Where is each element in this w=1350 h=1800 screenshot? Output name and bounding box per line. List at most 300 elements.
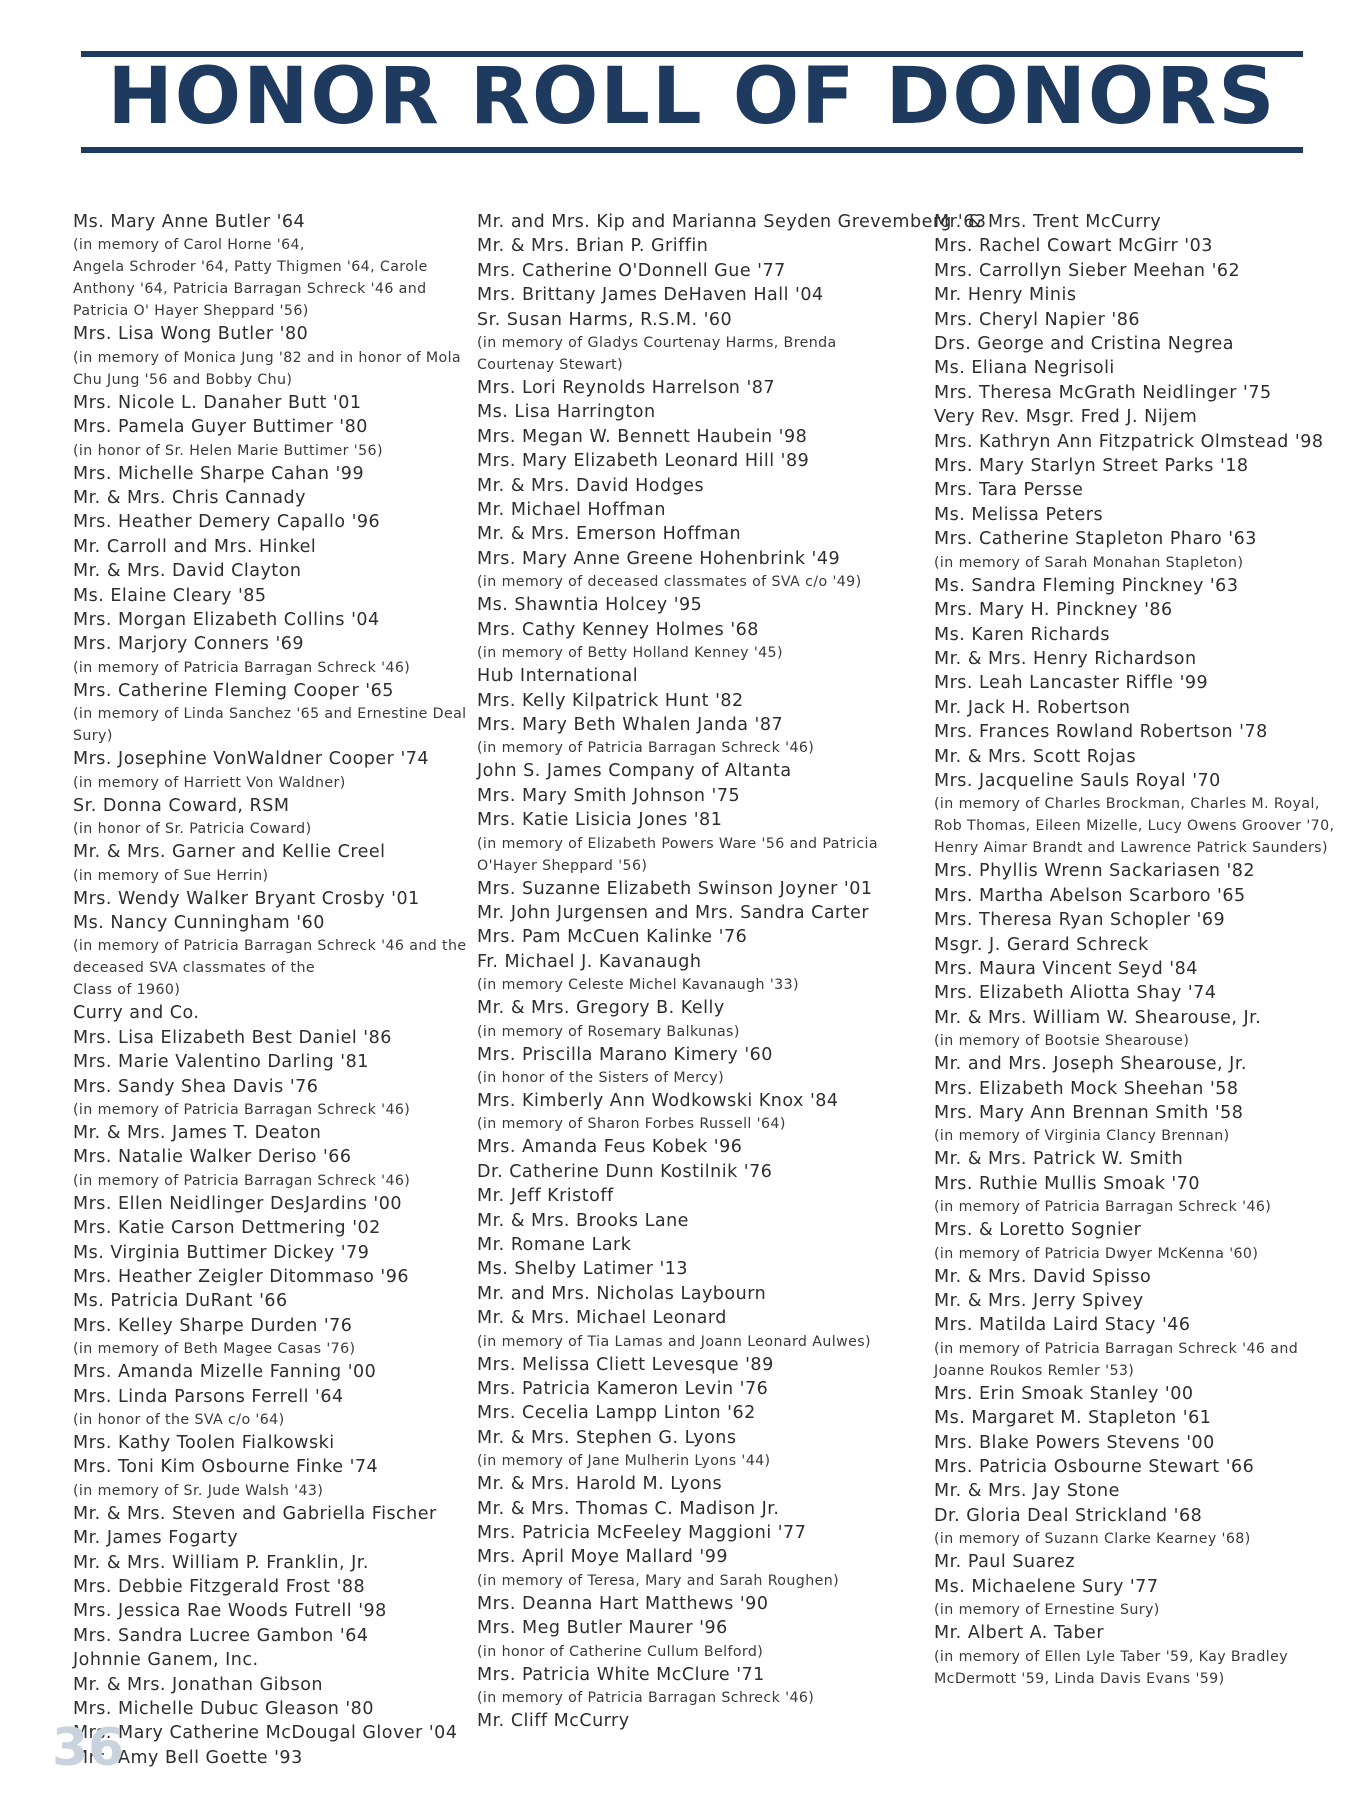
donor-name: Mrs. Mary Ann Brennan Smith '58 (934, 1103, 1244, 1123)
donor-name: Mrs. Amanda Mizelle Fanning '00 (73, 1362, 377, 1383)
donor-name: Mr. & Mrs. Emerson Hoffman (477, 524, 742, 545)
donor-entry (73, 747, 473, 793)
donor-name: Mrs. Theresa McGrath Neidlinger '75 (934, 382, 1272, 403)
donor-entry (934, 933, 1350, 957)
donor-entry (934, 1431, 1350, 1455)
donor-entry (477, 1377, 917, 1401)
donor-column-3 (934, 210, 1350, 1690)
donor-entry (477, 1160, 917, 1184)
donor-name: Ms. Shelby Latimer '13 (477, 1259, 689, 1280)
donor-name: Mrs. Kelley Sharpe Durden '76 (73, 1315, 353, 1336)
donor-name: Mr. & Mrs. Michael Leonard (477, 1308, 727, 1329)
donor-entry (73, 1575, 473, 1599)
donor-name: Mrs. Cecelia Lampp Linton '62 (477, 1403, 756, 1424)
donor-name: Msgr. J. Gerard Schreck (934, 934, 1149, 955)
donor-entry (477, 498, 917, 522)
donor-name: Mr. & Mrs. David Clayton (73, 561, 302, 582)
donor-name: Mr. & Mrs. Jerry Spivey (934, 1291, 1144, 1312)
donor-name: Mrs. Patricia Kameron Levin '76 (477, 1379, 769, 1400)
donor-name: Mr. Michael Hoffman (477, 500, 666, 521)
donor-name: Mr. & Mrs. Trent McCurry (934, 212, 1162, 232)
donor-tribute-note: (in memory of Sr. Jude Walsh '43) (73, 1482, 324, 1499)
donor-entry (934, 308, 1350, 332)
donor-entry (934, 527, 1350, 573)
donor-entry (934, 598, 1350, 622)
donor-name: Mr. Romane Lark (477, 1235, 632, 1255)
donor-name: Mr. Carroll and Mrs. Hinkel (73, 536, 317, 557)
donor-entry (934, 1265, 1350, 1289)
donor-name: Mrs. Josephine VonWaldner Cooper '74 (73, 749, 430, 770)
donor-entry (477, 1545, 917, 1591)
donor-name: Mr. Henry Minis (934, 285, 1077, 306)
donor-entry (73, 911, 473, 1001)
donor-name: Mr. & Mrs. Jonathan Gibson (73, 1674, 324, 1695)
donor-entry (477, 1233, 917, 1257)
donor-name: Mrs. Jessica Rae Woods Futrell '98 (73, 1601, 387, 1622)
donor-entry (477, 950, 917, 996)
donor-name: Mrs. Sandy Shea Davis '76 (73, 1076, 319, 1097)
donor-entry (934, 574, 1350, 598)
donor-name: Mr. & Mrs. James T. Deaton (73, 1122, 322, 1143)
donor-name: Mrs. Jacqueline Sauls Royal '70 (934, 770, 1221, 791)
donor-entry (73, 322, 473, 390)
donor-tribute-note: (in memory of Patricia Barragan Schreck '46) (934, 1199, 1272, 1216)
donor-entry (73, 1121, 473, 1145)
donor-name: Mrs. Frances Rowland Robertson '78 (934, 722, 1268, 743)
donor-name: Mr. & Mrs. Scott Rojas (934, 746, 1137, 767)
donor-name: Mr. & Mrs. Stephen G. Lyons (477, 1427, 737, 1448)
donor-name: Mrs. Suzanne Elizabeth Swinson Joyner '01 (477, 878, 873, 899)
donor-entry (477, 1497, 917, 1521)
donor-name: Mrs. Natalie Walker Deriso '66 (73, 1147, 352, 1168)
donor-name: Mr. & Mrs. Harold M. Lyons (477, 1474, 723, 1495)
donor-entry (477, 1282, 917, 1306)
donor-name: Mrs. Pam McCuen Kalinke '76 (477, 927, 748, 948)
donor-name: Mrs. Katie Lisicia Jones '81 (477, 810, 723, 831)
donor-entry (73, 486, 473, 510)
donor-entry (934, 1382, 1350, 1406)
donor-entry (934, 1052, 1350, 1076)
donor-entry (477, 547, 917, 593)
donor-name: Mrs. Lisa Wong Butler '80 (73, 324, 309, 345)
donor-name: Mrs. Elizabeth Aliotta Shay '74 (934, 983, 1217, 1004)
donor-name: Mrs. Michelle Sharpe Cahan '99 (73, 463, 365, 484)
donor-name: Mrs. Carrollyn Sieber Meehan '62 (934, 260, 1241, 281)
donor-entry (73, 1673, 473, 1697)
donor-tribute-note: (in memory of Bootsie Shearouse) (934, 1033, 1190, 1050)
donor-name: Mrs. Patricia McFeeley Maggioni '77 (477, 1523, 807, 1544)
donor-name: Mrs. Katie Carson Dettmering '02 (73, 1218, 381, 1239)
donor-entry (73, 462, 473, 486)
donor-name: Mrs. Erin Smoak Stanley '00 (934, 1383, 1194, 1404)
donor-entry (934, 1006, 1350, 1052)
donor-tribute-note: (in memory of Rosemary Balkunas) (477, 1023, 740, 1040)
donor-name: Mr. & Mrs. David Hodges (477, 475, 705, 496)
donor-name: Mrs. Amy Bell Goette '93 (73, 1747, 303, 1768)
donor-entry (477, 901, 917, 925)
donor-entry (477, 449, 917, 473)
donor-name: Mr. Paul Suarez (934, 1552, 1076, 1573)
donor-name: Mr. & Mrs. Garner and Kellie Creel (73, 842, 386, 863)
donor-name: Mrs. Lori Reynolds Harrelson '87 (477, 378, 776, 399)
donor-tribute-note: (in memory of Gladys Courtenay Harms, Brenda Courtenay Stewart) (477, 335, 837, 374)
donor-entry (477, 1401, 917, 1425)
donor-entry (73, 1746, 473, 1770)
donor-name: Ms. Margaret M. Stapleton '61 (934, 1408, 1212, 1429)
donor-entry (934, 356, 1350, 380)
donor-entry (73, 1216, 473, 1240)
donor-name: Mrs. Catherine Fleming Cooper '65 (73, 680, 394, 701)
donor-entry (477, 522, 917, 546)
donor-entry (73, 1360, 473, 1384)
donor-entry (934, 405, 1350, 429)
donor-tribute-note: (in memory of Betty Holland Kenney '45) (477, 645, 783, 662)
donor-entry (73, 1026, 473, 1050)
donor-name: Johnnie Ganem, Inc. (73, 1650, 259, 1671)
donor-entry (934, 859, 1350, 883)
donor-entry (477, 925, 917, 949)
donor-name: Mrs. Catherine Stapleton Pharo '63 (934, 529, 1257, 550)
donor-name: Mrs. Heather Zeigler Ditommaso '96 (73, 1266, 409, 1287)
donor-entry (477, 713, 917, 759)
donor-entry (934, 234, 1350, 258)
donor-name: Mr. & Mrs. Steven and Gabriella Fischer (73, 1503, 437, 1524)
donor-tribute-note: (in memory of Ernestine Sury) (934, 1602, 1160, 1619)
donor-name: Mrs. Cathy Kenney Holmes '68 (477, 619, 759, 640)
donor-name: Mrs. Mary H. Pinckney '86 (934, 600, 1173, 621)
donor-entry (934, 981, 1350, 1005)
donor-entry (73, 535, 473, 559)
donor-entry (934, 1101, 1350, 1147)
donor-name: Mrs. Phyllis Wrenn Sackariasen '82 (934, 861, 1256, 882)
donor-entry (934, 1218, 1350, 1264)
donor-entry (934, 769, 1350, 859)
donor-name: Dr. Catherine Dunn Kostilnik '76 (477, 1161, 773, 1182)
donor-name: Mr. & Mrs. Henry Richardson (934, 648, 1197, 669)
donor-name: Mrs. Debbie Fitzgerald Frost '88 (73, 1577, 366, 1598)
donor-name: Mrs. Deanna Hart Matthews '90 (477, 1593, 769, 1614)
donor-entry (934, 430, 1350, 454)
donor-entry (477, 376, 917, 400)
donor-name: Mrs. Mary Elizabeth Leonard Hill '89 (477, 451, 810, 472)
donor-entry (477, 689, 917, 713)
donor-entry (73, 510, 473, 534)
donor-entry (73, 1721, 473, 1745)
donor-entry (477, 593, 917, 617)
donor-entry (477, 283, 917, 307)
donor-name: Hub International (477, 666, 639, 687)
donor-entry (934, 957, 1350, 981)
donor-name: Mrs. Megan W. Bennett Haubein '98 (477, 426, 808, 447)
donor-name: Mrs. Tara Persse (934, 480, 1084, 501)
donor-entry (73, 1265, 473, 1289)
donor-entry (73, 1431, 473, 1455)
donor-column-1 (73, 210, 473, 1770)
page-title: HONOR ROLL OF DONORS (107, 52, 1277, 142)
donor-entry (934, 908, 1350, 932)
donor-tribute-note: (in memory of Patricia Barragan Schreck '46 and Joanne Roukos Remler '53) (934, 1340, 1299, 1379)
donor-entry (73, 608, 473, 632)
donor-name: Ms. Shawntia Holcey '95 (477, 595, 703, 616)
donor-name: Mrs. Mary Catherine McDougal Glover '04 (73, 1723, 458, 1744)
donor-entry (477, 425, 917, 449)
donor-entry (73, 1289, 473, 1313)
title-rule-bottom (81, 147, 1303, 153)
donor-entry (477, 259, 917, 283)
donor-entry (477, 1209, 917, 1233)
donor-entry (477, 618, 917, 664)
donor-entry (477, 996, 917, 1042)
donor-entry (934, 1575, 1350, 1621)
donor-entry (477, 1663, 917, 1709)
donor-entry (477, 877, 917, 901)
donor-entry (934, 623, 1350, 647)
donor-name: Mrs. Pamela Guyer Buttimer '80 (73, 417, 368, 438)
donor-entry (477, 1306, 917, 1352)
donor-name: Mrs. Meg Butler Maurer '96 (477, 1618, 728, 1639)
donor-entry (73, 1551, 473, 1575)
donor-entry (477, 759, 917, 783)
donor-entry (934, 647, 1350, 671)
donor-name: Mr. & Mrs. Brian P. Griffin (477, 236, 709, 257)
donor-entry (934, 1172, 1350, 1218)
donor-entry (73, 584, 473, 608)
donor-name: Mr. and Mrs. Nicholas Laybourn (477, 1283, 767, 1304)
donor-name: Mrs. & Loretto Sognier (934, 1220, 1142, 1241)
donor-entry (73, 1502, 473, 1526)
donor-name: Mr. & Mrs. William W. Shearouse, Jr. (934, 1007, 1262, 1028)
donor-name: Ms. Virginia Buttimer Dickey '79 (73, 1242, 370, 1263)
donor-name: Mrs. Marie Valentino Darling '81 (73, 1052, 369, 1073)
donor-name: Mr. Albert A. Taber (934, 1623, 1105, 1644)
donor-tribute-note: (in memory of Patricia Barragan Schreck '46 and the deceased SVA classmates of the Class of 1960) (73, 938, 467, 999)
donor-name: Mrs. Matilda Laird Stacy '46 (934, 1315, 1191, 1336)
donor-name: Mrs. Kelly Kilpatrick Hunt '82 (477, 690, 744, 711)
donor-name: Mrs. Blake Powers Stevens '00 (934, 1432, 1215, 1453)
donor-name: Mr. and Mrs. Kip and Marianna Seyden Grevemberg '63 (477, 212, 987, 232)
donor-entry (73, 632, 473, 678)
donor-name: Mrs. Catherine O'Donnell Gue '77 (477, 260, 786, 281)
donor-entry (477, 400, 917, 424)
donor-entry (73, 1599, 473, 1623)
donor-tribute-note: (in memory of Elizabeth Powers Ware '56 and Patricia O'Hayer Sheppard '56) (477, 835, 878, 874)
donor-tribute-note: (in memory of Carol Horne '64, Angela Schroder '64, Patty Thigmen '64, Carole Anthony '64, Patricia Barragan Schreck '46 and Patricia O' Hayer Sheppard '56) (73, 237, 428, 320)
donor-entry (477, 210, 987, 234)
donor-tribute-note: (in memory of Linda Sanchez '65 and Ernestine Deal Sury) (73, 706, 467, 745)
donor-entry (73, 840, 473, 886)
donor-entry (934, 1289, 1350, 1313)
donor-entry (73, 1526, 473, 1550)
donor-tribute-note: (in memory of deceased classmates of SVA c/o '49) (477, 574, 862, 591)
donor-entry (73, 1001, 473, 1025)
donor-name: Mrs. Michelle Dubuc Gleason '80 (73, 1699, 374, 1720)
donor-entry (73, 794, 473, 840)
donor-entry (477, 1426, 917, 1472)
donor-name: Mrs. Heather Demery Capallo '96 (73, 512, 381, 533)
donor-tribute-note: (in memory of Suzann Clarke Kearney '68) (934, 1531, 1251, 1548)
donor-name: Mrs. Martha Abelson Scarboro '65 (934, 885, 1246, 906)
donor-name: Drs. George and Cristina Negrea (934, 334, 1235, 355)
donor-name: Mr. John Jurgensen and Mrs. Sandra Carter (477, 902, 870, 923)
donor-entry (934, 332, 1350, 356)
donor-entry (934, 283, 1350, 307)
donor-entry (73, 1624, 473, 1648)
donor-name: Mrs. Sandra Lucree Gambon '64 (73, 1625, 369, 1646)
donor-tribute-note: (in memory of Patricia Dwyer McKenna '60) (934, 1245, 1259, 1262)
donor-entry (934, 745, 1350, 769)
donor-entry (934, 1313, 1350, 1381)
donor-name: Mrs. Leah Lancaster Riffle '99 (934, 673, 1209, 694)
donor-name: Curry and Co. (73, 1003, 200, 1024)
donor-name: Fr. Michael J. Kavanaugh (477, 951, 702, 972)
donor-name: Mrs. Lisa Elizabeth Best Daniel '86 (73, 1027, 392, 1048)
donor-entry (477, 1472, 917, 1496)
donor-name: Mrs. Mary Beth Whalen Janda '87 (477, 714, 784, 735)
donor-tribute-note: (in memory of Ellen Lyle Taber '59, Kay Bradley McDermott '59, Linda Davis Evans '59) (934, 1648, 1289, 1687)
donor-name: Mrs. Brittany James DeHaven Hall '04 (477, 285, 824, 306)
donor-name: Sr. Susan Harms, R.S.M. '60 (477, 309, 733, 330)
donor-name: Mrs. Wendy Walker Bryant Crosby '01 (73, 888, 420, 909)
donor-name: Ms. Sandra Fleming Pinckney '63 (934, 575, 1239, 596)
donor-name: Mrs. Kathy Toolen Fialkowski (73, 1433, 335, 1453)
donor-entry (934, 1077, 1350, 1101)
donor-tribute-note: (in memory of Sarah Monahan Stapleton) (934, 554, 1244, 571)
donor-entry (477, 1521, 917, 1545)
donor-name: Mrs. Patricia White McClure '71 (477, 1664, 765, 1685)
donor-name: Dr. Gloria Deal Strickland '68 (934, 1505, 1203, 1526)
donor-tribute-note: (in memory of Patricia Barragan Schreck '46) (477, 1690, 815, 1707)
donor-name: Mrs. Mary Starlyn Street Parks '18 (934, 456, 1249, 477)
donor-name: Mrs. Linda Parsons Ferrell '64 (73, 1386, 344, 1407)
donor-name: Mr. & Mrs. Gregory B. Kelly (477, 998, 725, 1019)
donor-entry (477, 234, 917, 258)
donor-tribute-note: (in memory Celeste Michel Kavanaugh '33) (477, 977, 799, 994)
donor-name: Ms. Elaine Cleary '85 (73, 585, 267, 606)
donor-name: Ms. Nancy Cunningham '60 (73, 912, 325, 933)
donor-name: Mr. & Mrs. David Spisso (934, 1266, 1152, 1287)
donor-name: Mrs. Marjory Conners '69 (73, 634, 305, 655)
donor-tribute-note: (in honor of Catherine Cullum Belford) (477, 1643, 764, 1660)
donor-tribute-note: (in memory of Beth Magee Casas '76) (73, 1341, 356, 1358)
donor-name: Mr. Jeff Kristoff (477, 1186, 614, 1207)
donor-entry (934, 671, 1350, 695)
donor-name: Mrs. Theresa Ryan Schopler '69 (934, 910, 1226, 931)
donor-entry (934, 454, 1350, 478)
donor-entry (73, 1241, 473, 1265)
donor-tribute-note: (in honor of Sr. Patricia Coward) (73, 821, 312, 838)
donor-name: Mrs. Patricia Osbourne Stewart '66 (934, 1457, 1255, 1478)
donor-name: Mrs. Rachel Cowart McGirr '03 (934, 236, 1213, 257)
donor-name: Mr. & Mrs. Thomas C. Madison Jr. (477, 1498, 780, 1519)
donor-name: Ms. Michaelene Sury '77 (934, 1576, 1159, 1597)
donor-name: Mrs. April Moye Mallard '99 (477, 1547, 728, 1568)
donor-name: Mr. Jack H. Robertson (934, 697, 1131, 718)
donor-name: Mr. James Fogarty (73, 1528, 239, 1549)
donor-name: Mrs. Cheryl Napier '86 (934, 309, 1140, 330)
donor-entry (73, 1314, 473, 1360)
donor-column-2 (477, 210, 987, 1734)
donor-entry (934, 696, 1350, 720)
donor-name: Mrs. Nicole L. Danaher Butt '01 (73, 392, 362, 413)
donor-entry (477, 1257, 917, 1281)
donor-name: Very Rev. Msgr. Fred J. Nijem (934, 407, 1198, 428)
donor-entry (73, 1697, 473, 1721)
donor-entry (477, 1043, 917, 1089)
donor-name: Ms. Mary Anne Butler '64 (73, 212, 306, 232)
donor-entry (477, 1709, 917, 1733)
donor-tribute-note: (in memory of Patricia Barragan Schreck '46) (73, 1172, 411, 1189)
donor-tribute-note: (in memory of Tia Lamas and Joann Leonard Aulwes) (477, 1333, 871, 1350)
donor-entry (73, 1075, 473, 1121)
donor-entry (73, 391, 473, 415)
donor-entry (934, 381, 1350, 405)
donor-entry (73, 415, 473, 461)
donor-name: Mrs. Toni Kim Osbourne Finke '74 (73, 1457, 379, 1478)
donor-entry (73, 559, 473, 583)
donor-name: Ms. Lisa Harrington (477, 402, 656, 423)
donor-name: Mr. and Mrs. Joseph Shearouse, Jr. (934, 1054, 1247, 1075)
donor-tribute-note: (in honor of Sr. Helen Marie Buttimer '56) (73, 442, 383, 459)
donor-tribute-note: (in memory of Sue Herrin) (73, 867, 269, 884)
donor-entry (73, 1648, 473, 1672)
donor-tribute-note: (in honor of the SVA c/o '64) (73, 1412, 285, 1428)
donor-name: Mr. & Mrs. Jay Stone (934, 1481, 1120, 1502)
donor-tribute-note: (in memory of Patricia Barragan Schreck '46) (477, 740, 815, 757)
donor-entry (934, 1406, 1350, 1430)
donor-entry (934, 1479, 1350, 1503)
donor-name: Mr. & Mrs. Patrick W. Smith (934, 1149, 1184, 1170)
donor-name: Mrs. Maura Vincent Seyd '84 (934, 958, 1198, 979)
donor-name: Ms. Patricia DuRant '66 (73, 1291, 288, 1312)
donor-name: Mrs. Kathryn Ann Fitzpatrick Olmstead '98 (934, 431, 1324, 452)
donor-entry (73, 679, 473, 747)
donor-name: Sr. Donna Coward, RSM (73, 795, 290, 816)
donor-name: Mrs. Melissa Cliett Levesque '89 (477, 1354, 774, 1375)
donor-entry (73, 1145, 473, 1191)
donor-entry (934, 1504, 1350, 1550)
page-number: 36 (52, 1718, 125, 1778)
donor-name: Mrs. Kimberly Ann Wodkowski Knox '84 (477, 1090, 839, 1111)
donor-tribute-note: (in memory of Sharon Forbes Russell '64) (477, 1116, 786, 1133)
donor-name: Mrs. Elizabeth Mock Sheehan '58 (934, 1078, 1239, 1099)
donor-tribute-note: (in memory of Jane Mulherin Lyons '44) (477, 1453, 771, 1470)
donor-entry (477, 808, 917, 876)
donor-entry (934, 1621, 1350, 1689)
donor-name: Mrs. Ellen Neidlinger DesJardins '00 (73, 1193, 402, 1214)
donor-entry (73, 210, 473, 322)
donor-name: Mrs. Mary Anne Greene Hohenbrink '49 (477, 548, 841, 569)
donor-entry (477, 664, 917, 688)
donor-tribute-note: (in memory of Charles Brockman, Charles M. Royal, Rob Thomas, Eileen Mizelle, Lucy Owens Groover '70, Henry Aimar Brandt and Lawrence Patrick Saunders) (934, 796, 1335, 857)
donor-tribute-note: (in honor of the Sisters of Mercy) (477, 1069, 725, 1086)
donor-entry (934, 478, 1350, 502)
donor-name: Mrs. Ruthie Mullis Smoak '70 (934, 1173, 1200, 1194)
donor-name: Mr. & Mrs. William P. Franklin, Jr. (73, 1552, 369, 1573)
donor-entry (934, 210, 1350, 234)
donor-entry (73, 1385, 473, 1431)
donor-name: John S. James Company of Altanta (477, 761, 792, 782)
donor-name: Mrs. Morgan Elizabeth Collins '04 (73, 610, 380, 631)
donor-entry (477, 1135, 917, 1159)
donor-name: Ms. Eliana Negrisoli (934, 358, 1115, 379)
donor-name: Mrs. Priscilla Marano Kimery '60 (477, 1044, 773, 1065)
donor-entry (477, 1184, 917, 1208)
donor-entry (73, 1192, 473, 1216)
donor-entry (477, 308, 917, 376)
donor-tribute-note: (in memory of Virginia Clancy Brennan) (934, 1128, 1230, 1145)
donor-entry (477, 1353, 917, 1377)
donor-tribute-note: (in memory of Patricia Barragan Schreck '46) (73, 659, 411, 676)
